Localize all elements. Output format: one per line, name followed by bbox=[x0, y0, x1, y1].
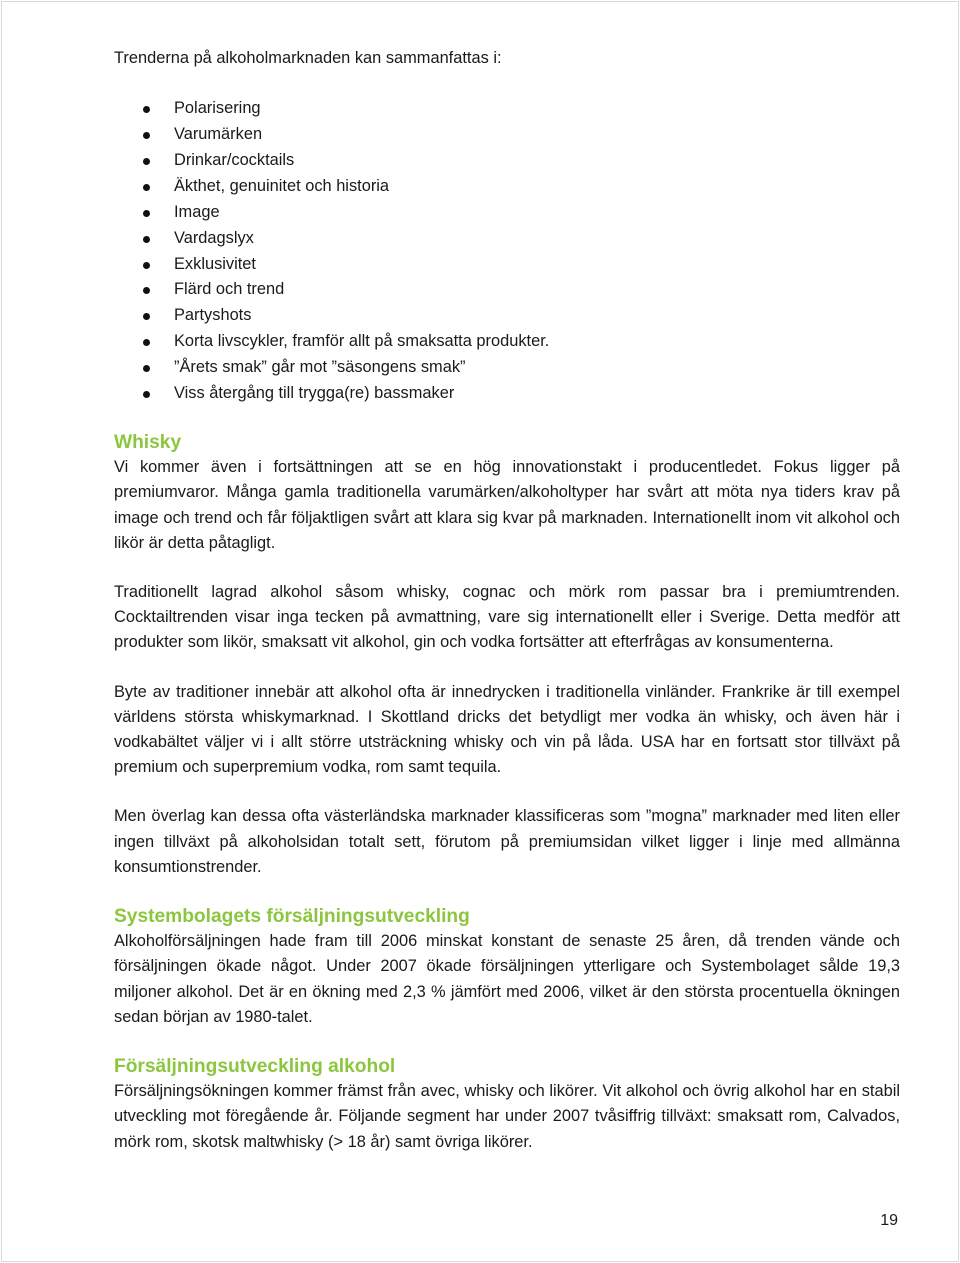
bullet-icon bbox=[143, 236, 150, 243]
list-item: ”Årets smak” går mot ”säsongens smak” bbox=[114, 355, 900, 381]
list-item: Drinkar/cocktails bbox=[114, 148, 900, 174]
list-item: Flärd och trend bbox=[114, 277, 900, 303]
bullet-icon bbox=[143, 313, 150, 320]
list-item: Vardagslyx bbox=[114, 226, 900, 252]
document-body bbox=[114, 46, 900, 1179]
paragraph: Vi kommer även i fortsättningen att se en hög innovationstakt i producentledet. Fokus ligger på premiumvaror. Många gamla traditionella varumärken/alkoholtyper har svårt att möta nya tiders krav på image och trend och får följaktligen svårt att klara sig kvar på marknaden. Internationellt inom vit alkohol och likör är detta påtagligt. bbox=[114, 458, 900, 552]
bullet-icon bbox=[143, 339, 150, 346]
bullet-icon bbox=[143, 262, 150, 269]
list-item: Varumärken bbox=[114, 122, 900, 148]
page-number: 19 bbox=[880, 1212, 898, 1229]
list-item: Image bbox=[114, 200, 900, 226]
list-item: Polarisering bbox=[114, 96, 900, 122]
list-item: Exklusivitet bbox=[114, 252, 900, 278]
bullet-icon bbox=[143, 287, 150, 294]
section-heading-systembolaget: Systembolagets försäljningsutveckling bbox=[114, 905, 470, 927]
list-item: Korta livscykler, framför allt på smaksatta produkter. bbox=[114, 329, 900, 355]
intro-text: Trenderna på alkoholmarknaden kan sammanfattas i: bbox=[114, 49, 502, 67]
bullet-icon bbox=[143, 391, 150, 398]
list-item: Partyshots bbox=[114, 303, 900, 329]
paragraph: Alkoholförsäljningen hade fram till 2006 minskat konstant de senaste 25 åren, då trenden vände och försäljningen ökade något. Under 2007 ökade försäljningen ytterligare och Systembolaget sålde 19,3 miljoner alkohol. Det är en ökning med 2,3 % jämfört med 2006, vilket är den största procentuella ökningen sedan början av 1980-talet. bbox=[114, 932, 900, 1026]
paragraph: Men överlag kan dessa ofta västerländska marknader klassificeras som ”mogna” marknader med liten eller ingen tillväxt på alkoholsidan totalt sett, förutom på premiumsidan vilket ligger i linje med allmänna konsumtionstrender. bbox=[114, 807, 900, 876]
paragraph: Traditionellt lagrad alkohol såsom whisky, cognac och mörk rom passar bra i premiumtrenden. Cocktailtrenden visar inga tecken på avmattning, vare sig internationellt eller i Sverige. Detta medför att produkter som likör, smaksatt vit alkohol, gin och vodka fortsätter att efterfrågas av konsumenterna. bbox=[114, 582, 900, 652]
section-heading-whisky: Whisky bbox=[114, 431, 182, 453]
list-item: Äkthet, genuinitet och historia bbox=[114, 174, 900, 200]
bullet-icon bbox=[143, 210, 150, 217]
paragraph: Försäljningsökningen kommer främst från avec, whisky och likörer. Vit alkohol och övrig alkohol har en stabil utveckling mot föregående år. Följande segment har under 2007 tvåsiffrig tillväxt: smaksatt rom, Calvados, mörk rom, skotsk maltwhisky (> 18 år) samt övriga likörer. bbox=[114, 1082, 900, 1151]
list-item: Viss återgång till trygga(re) bassmaker bbox=[114, 381, 900, 407]
bullet-icon bbox=[143, 184, 150, 191]
bullet-icon bbox=[143, 158, 150, 165]
section-heading-forsaljning: Försäljningsutveckling alkohol bbox=[114, 1055, 396, 1077]
trend-list bbox=[114, 96, 900, 407]
bullet-icon bbox=[143, 106, 150, 113]
paragraph: Byte av traditioner innebär att alkohol ofta är innedrycken i traditionella vinländer. Frankrike är till exempel världens största whiskymarknad. I Skottland dricks det betydligt mer vodka än whisky, och även här i vodkabältet väljer vi i allt större utsträckning whisky och vin på låda. USA har en fortsatt stor tillväxt på premium och superpremium vodka, rom samt tequila. bbox=[114, 682, 900, 777]
bullet-icon bbox=[143, 132, 150, 139]
bullet-icon bbox=[143, 365, 150, 372]
